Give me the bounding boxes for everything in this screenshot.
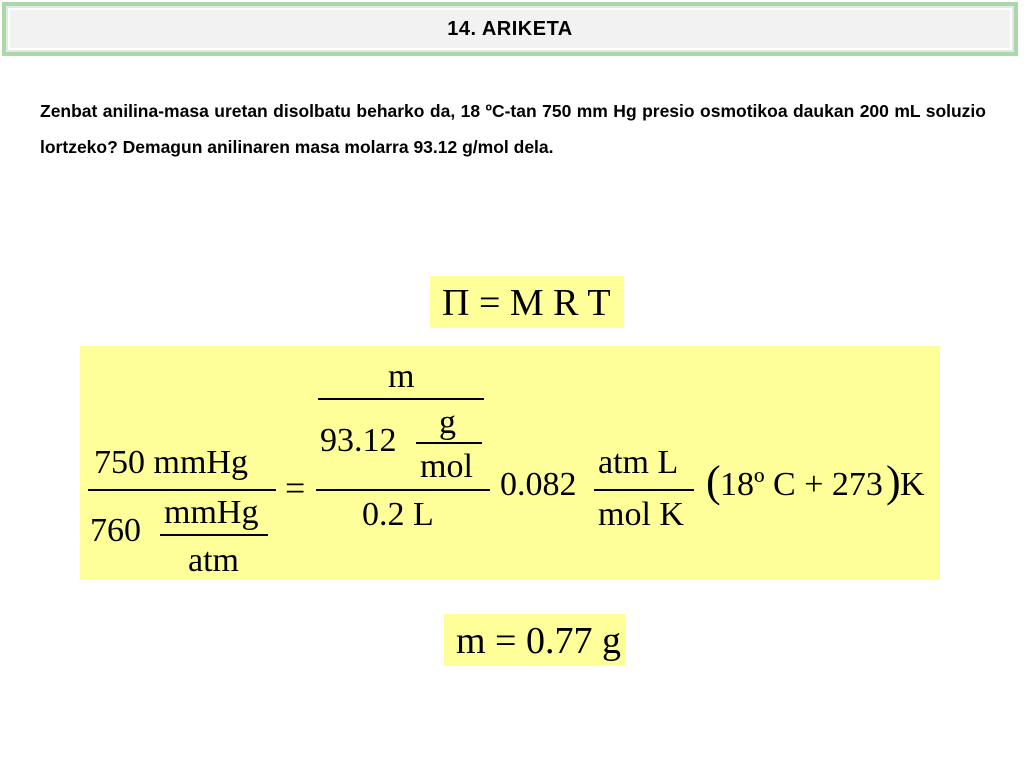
pressure-fraction-line	[88, 489, 276, 491]
conversion-factor-value: 760	[90, 512, 141, 549]
conversion-unit-line	[160, 534, 268, 536]
title-bar	[2, 2, 1018, 56]
calculation-box	[80, 346, 940, 580]
result-box	[444, 614, 626, 666]
mass-variable: m	[388, 358, 415, 395]
gas-constant-unit-denominator: mol K	[598, 496, 684, 533]
mass-fraction-line	[318, 398, 484, 400]
conversion-unit-atm: atm	[188, 542, 239, 579]
molar-mass-unit-mol: mol	[420, 448, 473, 485]
osmotic-pressure-formula-box	[430, 276, 624, 328]
gas-constant-value: 0.082	[500, 466, 577, 503]
volume-value: 0.2 L	[362, 496, 434, 533]
temperature-unit: K	[900, 466, 925, 503]
result-formula: m = 0.77 g	[456, 620, 621, 662]
pressure-numerator: 750 mmHg	[94, 444, 248, 481]
temperature-expression: 18º C + 273	[720, 466, 883, 503]
molarity-fraction-line	[316, 489, 490, 491]
gas-constant-unit-numerator: atm L	[598, 444, 679, 481]
exercise-title: 14. ARIKETA	[447, 17, 573, 40]
temperature-open-paren: (	[706, 457, 721, 506]
problem-statement: Zenbat anilina-masa uretan disolbatu beharko da, 18 ºC-tan 750 mm Hg presio osmotikoa daukan 200 mL soluzio lortzeko? Demagun anilinaren masa molarra 93.12 g/mol dela.	[40, 101, 986, 157]
temperature-close-paren: )	[886, 457, 901, 506]
gas-constant-unit-line	[594, 489, 694, 491]
molar-mass-unit-line	[416, 442, 482, 444]
title-bar-inner	[10, 10, 1010, 48]
equals-sign: =	[285, 468, 306, 508]
molar-mass-value: 93.12	[320, 422, 397, 459]
molar-mass-unit-g: g	[439, 404, 456, 441]
osmotic-pressure-formula: Π = M R T	[442, 282, 611, 324]
conversion-unit-mmhg: mmHg	[164, 494, 259, 531]
